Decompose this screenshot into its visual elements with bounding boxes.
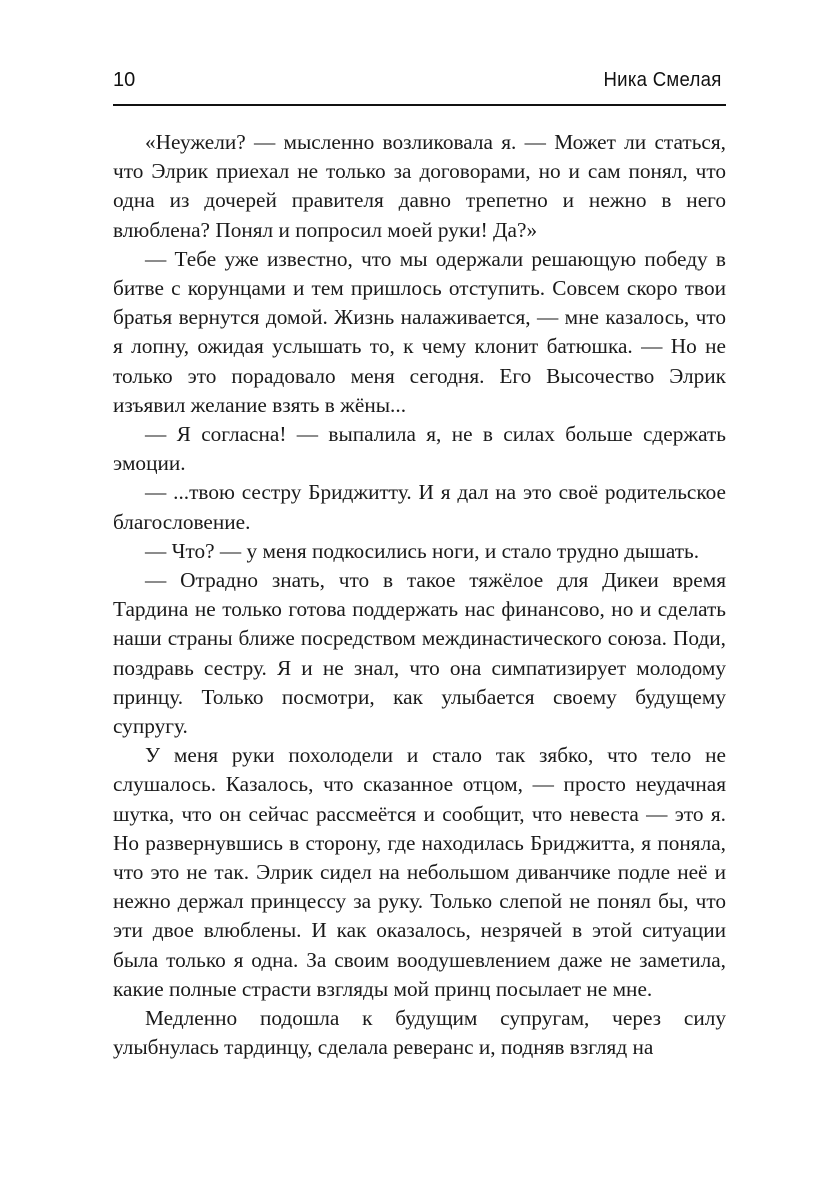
running-head-author: Ника Смелая	[603, 69, 722, 91]
paragraph: — Отрадно знать, что в такое тяжёлое для Дикеи время Тардина не только готова поддержать нас финансово, но и сделать наши страны ближе посредством междинастического союза. Поди, поздравь сестру. Я и не знал, что она симпатизирует молодому принцу. Только посмотри, как улыбается своему будущему супругу.	[113, 568, 726, 739]
paragraph: — Я согласна! — выпалила я, не в силах больше сдержать эмоции.	[113, 422, 726, 476]
header-rule	[113, 104, 726, 106]
paragraph: Медленно подошла к будущим супругам, через силу улыбнулась тардинцу, сделала реверанс и, подняв взгляд на	[113, 1006, 726, 1060]
body-text	[113, 128, 726, 1063]
paragraph: У меня руки похолодели и стало так зябко, что тело не слушалось. Казалось, что сказанное отцом, — просто неудачная шутка, что он сейчас рассмеётся и сообщит, что невеста — это я. Но развернувшись в сторону, где находилась Бриджитта, я поняла, что это не так. Элрик сидел на небольшом диванчике подле неё и нежно держал принцессу за руку. Только слепой не понял бы, что эти двое влюблены. И как оказалось, незрячей в этой ситуации была только я одна. За своим воодушевлением даже не заметила, какие полные страсти взгляды мой принц посылает не мне.	[113, 743, 726, 1001]
page-number: 10	[113, 69, 136, 91]
paragraph: — Что? — у меня подкосились ноги, и стало трудно дышать.	[145, 538, 700, 563]
running-head	[113, 70, 726, 90]
paragraph: «Неужели? — мысленно возликовала я. — Может ли статься, что Элрик приехал не только за договорами, но и сам понял, что одна из дочерей правителя давно трепетно и нежно в него влюблена? Понял и попросил моей руки! Да?»	[113, 130, 726, 242]
paragraph: — ...твою сестру Бриджитту. И я дал на это своё родительское благословение.	[113, 480, 726, 534]
paragraph: — Тебе уже известно, что мы одержали решающую победу в битве с корунцами и тем пришлось отступить. Совсем скоро твои братья вернутся домой. Жизнь налаживается, — мне казалось, что я лопну, ожидая услышать то, к чему клонит батюшка. — Но не только это порадовало меня сегодня. Его Высочество Элрик изъявил желание взять в жёны...	[113, 246, 726, 417]
